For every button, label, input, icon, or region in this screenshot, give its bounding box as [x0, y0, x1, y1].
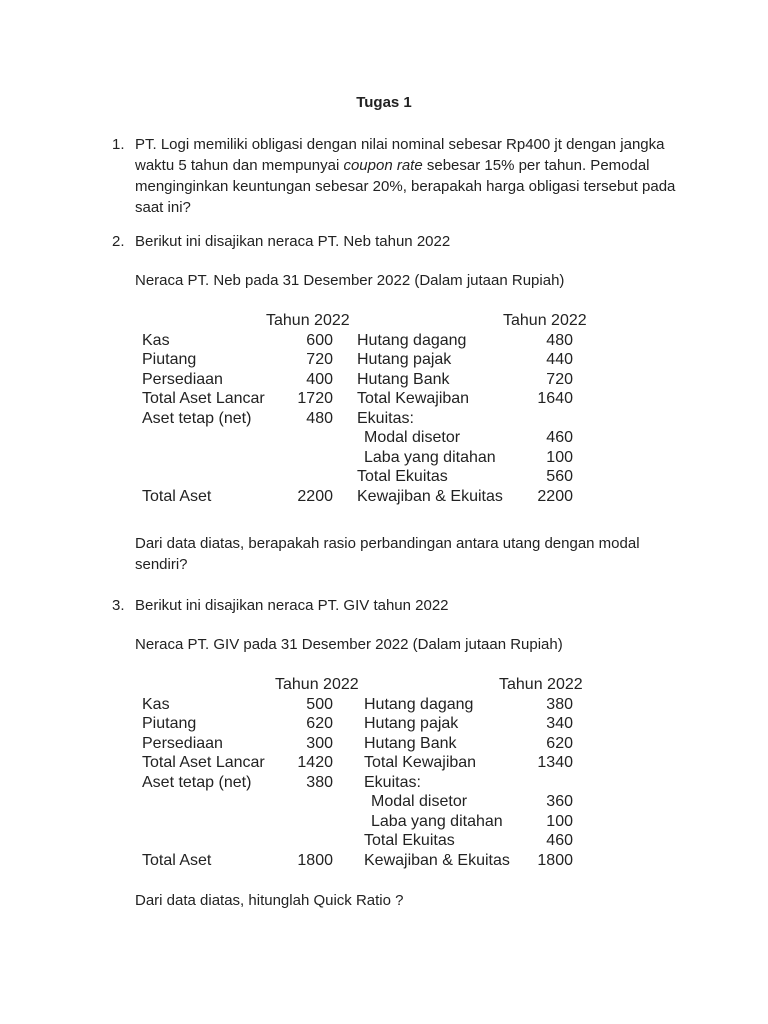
q1-text-italic: coupon rate — [343, 157, 423, 174]
q1-number: 1. — [112, 136, 125, 153]
q2-liability-label: Hutang pajak — [357, 351, 452, 368]
q2-total-assets-value: 2200 — [297, 487, 333, 505]
q2-liability-label: Kewajiban & Ekuitas — [357, 487, 503, 505]
q3-liability-value: 340 — [546, 715, 573, 732]
q2-asset-value: 720 — [306, 351, 333, 368]
q3-number: 3. — [112, 597, 125, 614]
q1-text-before: PT. Logi memiliki obligasi dengan nilai nominal sebesar Rp400 jt dengan jangka waktu 5 tahun dan mempunyai — [135, 136, 665, 174]
q3-heading: Neraca PT. GIV pada 31 Desember 2022 (Dalam jutaan Rupiah) — [135, 636, 563, 653]
q2-heading: Neraca PT. Neb pada 31 Desember 2022 (Dalam jutaan Rupiah) — [135, 272, 565, 289]
q3-liability-label: Hutang Bank — [364, 734, 457, 752]
q3-liability-label: Total Kewajiban — [364, 754, 477, 771]
q3-liability-value: 380 — [546, 695, 573, 713]
q2-total-assets-label: Total Aset — [142, 487, 212, 505]
q3-asset-value: 620 — [306, 715, 333, 732]
q2-liability-value: 460 — [546, 429, 573, 446]
q2-liability-label: Total Kewajiban — [357, 390, 470, 407]
q3-liability-value: 100 — [546, 812, 573, 830]
q2-liability-value: 440 — [546, 351, 573, 368]
q2-liability-label: Laba yang ditahan — [364, 448, 496, 466]
q2-asset-label: Aset tetap (net) — [142, 409, 252, 427]
q2-liability-label: Hutang Bank — [357, 370, 450, 388]
q2-assets-column-header: Tahun 2022 — [266, 312, 350, 329]
q2-asset-value: 600 — [306, 331, 333, 349]
q3-liability-label: Laba yang ditahan — [371, 812, 503, 830]
q2-asset-value: 1720 — [297, 390, 333, 407]
q2-intro: Berikut ini disajikan neraca PT. Neb tahun 2022 — [135, 233, 451, 250]
q3-asset-label: Aset tetap (net) — [142, 773, 252, 791]
q3-assets-column-header: Tahun 2022 — [275, 676, 359, 693]
document-title: Tugas 1 — [356, 94, 412, 111]
q2-question: Dari data diatas, berapakah rasio perbandingan antara utang dengan modal sendiri? — [135, 535, 640, 573]
q2-asset-value: 400 — [306, 370, 333, 388]
q3-liabilities-column-header: Tahun 2022 — [499, 676, 583, 693]
q2-asset-label: Persediaan — [142, 370, 223, 388]
q3-intro: Berikut ini disajikan neraca PT. GIV tahun 2022 — [135, 597, 449, 614]
q3-total-assets-label: Total Aset — [142, 851, 212, 869]
q3-liability-label: Modal disetor — [371, 793, 468, 810]
q3-liability-label: Kewajiban & Ekuitas — [364, 851, 510, 869]
q2-liability-label: Modal disetor — [364, 429, 461, 446]
q2-liability-label: Total Ekuitas — [357, 468, 448, 485]
q2-number: 2. — [112, 233, 125, 250]
q3-total-assets-value: 1800 — [297, 851, 333, 869]
q3-liability-value: 1340 — [537, 754, 573, 771]
q2-liability-value: 480 — [546, 331, 573, 349]
q3-liability-label: Total Ekuitas — [364, 832, 455, 849]
q3-asset-value: 300 — [306, 734, 333, 752]
q2-liability-value: 720 — [546, 370, 573, 388]
q2-liability-value: 1640 — [537, 390, 573, 407]
q3-asset-label: Piutang — [142, 715, 197, 732]
q3-asset-label: Total Aset Lancar — [142, 754, 265, 771]
q2-asset-label: Kas — [142, 331, 170, 349]
q2-asset-label: Total Aset Lancar — [142, 390, 265, 407]
q2-liability-value: 2200 — [537, 487, 573, 505]
q3-liability-value: 460 — [546, 832, 573, 849]
q3-asset-value: 500 — [306, 695, 333, 713]
q2-liability-label: Ekuitas: — [357, 409, 414, 427]
q3-liability-label: Ekuitas: — [364, 773, 421, 791]
q2-liability-value: 560 — [546, 468, 573, 485]
q3-asset-value: 1420 — [297, 754, 333, 771]
q3-liability-value: 1800 — [537, 851, 573, 869]
q3-asset-label: Kas — [142, 695, 170, 713]
q2-liability-value: 100 — [546, 448, 573, 466]
q2-asset-label: Piutang — [142, 351, 197, 368]
q2-asset-value: 480 — [306, 409, 333, 427]
q1-text-after: sebesar 15% per tahun. Pemodal menginginkan keuntungan sebesar 20%, berapakah harga obligasi tersebut pada saat ini? — [135, 157, 676, 216]
q3-asset-value: 380 — [306, 773, 333, 791]
q2-liability-label: Hutang dagang — [357, 331, 467, 349]
q3-liability-label: Hutang pajak — [364, 715, 459, 732]
q3-liability-value: 360 — [546, 793, 573, 810]
q2-liabilities-column-header: Tahun 2022 — [503, 312, 587, 329]
q3-liability-value: 620 — [546, 734, 573, 752]
q1-text — [135, 134, 680, 218]
q3-liability-label: Hutang dagang — [364, 695, 474, 713]
q3-question: Dari data diatas, hitunglah Quick Ratio ? — [135, 892, 404, 909]
q3-asset-label: Persediaan — [142, 734, 223, 752]
